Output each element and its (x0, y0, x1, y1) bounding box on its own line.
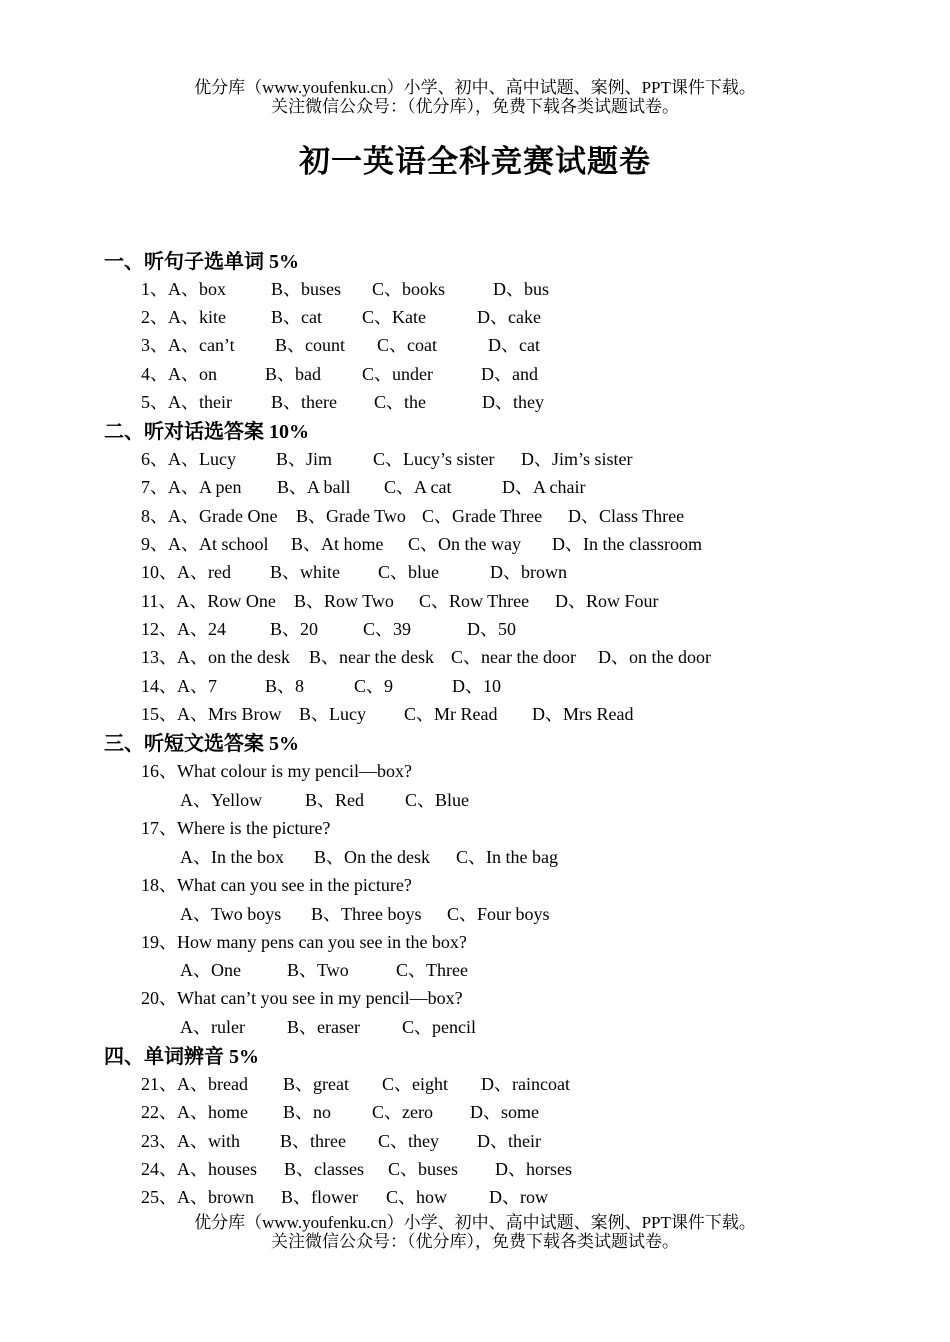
q4-option-b: B、bad (265, 364, 321, 384)
q16-option-c: C、Blue (405, 790, 470, 810)
q4-option-a: 4、A、on (141, 364, 217, 384)
q19-option-c: C、Three (396, 960, 468, 980)
q13-option-d: D、on the door (598, 647, 711, 667)
q15-option-d: D、Mrs Read (532, 704, 634, 724)
q2-option-c: C、Kate (362, 307, 426, 327)
q12-option-d: D、50 (467, 619, 516, 639)
q22-option-b: B、no (283, 1102, 332, 1122)
q10-option-b: B、white (270, 562, 340, 582)
q20-option-b: B、eraser (287, 1017, 360, 1037)
q17-option-a: A、In the box (180, 847, 284, 867)
q18-option-b: B、Three boys (311, 904, 422, 924)
q24-option-d: D、horses (495, 1159, 572, 1179)
q21-option-c: C、eight (382, 1074, 448, 1094)
q19-option-b: B、Two (287, 960, 349, 980)
q19-option-a: A、One (180, 960, 241, 980)
q9-option-c: C、On the way (408, 534, 521, 554)
q7-option-a: 7、A、A pen (141, 477, 242, 497)
q7-option-d: D、A chair (502, 477, 586, 497)
q4-option-c: C、under (362, 364, 433, 384)
q9-option-b: B、At home (291, 534, 384, 554)
q12-option-a: 12、A、24 (141, 619, 226, 639)
question-20: 20、What can’t you see in my pencil—box? (141, 988, 463, 1008)
q22-option-c: C、zero (372, 1102, 433, 1122)
q8-option-a: 8、A、Grade One (141, 506, 278, 526)
q17-option-c: C、In the bag (456, 847, 558, 867)
q5-option-b: B、there (271, 392, 337, 412)
header-line-1: 优分库（www.youfenku.cn）小学、初中、高中试题、案例、PPT课件下载。 (194, 78, 756, 97)
q8-option-c: C、Grade Three (422, 506, 543, 526)
q25-option-d: D、row (489, 1187, 548, 1207)
q21-option-d: D、raincoat (481, 1074, 570, 1094)
question-16: 16、What colour is my pencil—box? (141, 761, 412, 781)
q18-option-c: C、Four boys (447, 904, 550, 924)
q21-option-b: B、great (283, 1074, 349, 1094)
q24-option-a: 24、A、houses (141, 1159, 257, 1179)
question-17: 17、Where is the picture? (141, 818, 331, 838)
question-18: 18、What can you see in the picture? (141, 875, 412, 895)
q6-option-b: B、Jim (276, 449, 333, 469)
q23-option-d: D、their (477, 1131, 541, 1151)
q22-option-d: D、some (470, 1102, 539, 1122)
q14-option-c: C、9 (354, 676, 394, 696)
q10-option-c: C、blue (378, 562, 439, 582)
q1-option-a: 1、A、box (141, 279, 226, 299)
q3-option-a: 3、A、can’t (141, 335, 235, 355)
q15-option-b: B、Lucy (299, 704, 366, 724)
q20-option-c: C、pencil (402, 1017, 476, 1037)
page-title: 初一英语全科竞赛试题卷 (299, 144, 651, 179)
q16-option-b: B、Red (305, 790, 365, 810)
q12-option-c: C、39 (363, 619, 412, 639)
q7-option-c: C、A cat (384, 477, 452, 497)
q8-option-d: D、Class Three (568, 506, 685, 526)
q24-option-b: B、classes (284, 1159, 364, 1179)
q25-option-c: C、how (386, 1187, 448, 1207)
q1-option-b: B、buses (271, 279, 342, 299)
q12-option-b: B、20 (270, 619, 319, 639)
q18-option-a: A、Two boys (180, 904, 282, 924)
header-line-2: 关注微信公众号：（优分库），免费下载各类试题试卷。 (271, 97, 679, 116)
question-19: 19、How many pens can you see in the box? (141, 932, 467, 952)
q14-option-b: B、8 (265, 676, 305, 696)
section-1-heading: 一、听句子选单词 5% (104, 251, 299, 273)
q13-option-a: 13、A、on the desk (141, 647, 290, 667)
q11-option-a: 11、A、Row One (141, 591, 276, 611)
footer-line-2: 关注微信公众号：（优分库），免费下载各类试题试卷。 (271, 1232, 679, 1251)
q20-option-a: A、ruler (180, 1017, 245, 1037)
q6-option-c: C、Lucy’s sister (373, 449, 495, 469)
q13-option-b: B、near the desk (309, 647, 434, 667)
q3-option-d: D、cat (488, 335, 540, 355)
footer-line-1: 优分库（www.youfenku.cn）小学、初中、高中试题、案例、PPT课件下载。 (194, 1213, 756, 1232)
q4-option-d: D、and (481, 364, 538, 384)
q23-option-c: C、they (378, 1131, 439, 1151)
q11-option-b: B、Row Two (294, 591, 394, 611)
q24-option-c: C、buses (388, 1159, 459, 1179)
q9-option-a: 9、A、At school (141, 534, 269, 554)
section-3-heading: 三、听短文选答案 5% (104, 733, 299, 755)
q14-option-d: D、10 (452, 676, 501, 696)
q7-option-b: B、A ball (277, 477, 351, 497)
q5-option-c: C、the (374, 392, 426, 412)
q1-option-c: C、books (372, 279, 446, 299)
q8-option-b: B、Grade Two (296, 506, 406, 526)
q1-option-d: D、bus (493, 279, 550, 299)
q15-option-c: C、Mr Read (404, 704, 498, 724)
q3-option-b: B、count (275, 335, 345, 355)
q5-option-a: 5、A、their (141, 392, 232, 412)
section-2-heading: 二、听对话选答案 10% (104, 421, 309, 443)
q3-option-c: C、coat (377, 335, 437, 355)
q14-option-a: 14、A、7 (141, 676, 217, 696)
q22-option-a: 22、A、home (141, 1102, 248, 1122)
q21-option-a: 21、A、bread (141, 1074, 248, 1094)
q2-option-d: D、cake (477, 307, 541, 327)
q23-option-b: B、three (280, 1131, 346, 1151)
q25-option-b: B、flower (281, 1187, 358, 1207)
section-4-heading: 四、单词辨音 5% (104, 1046, 259, 1068)
q25-option-a: 25、A、brown (141, 1187, 254, 1207)
q6-option-a: 6、A、Lucy (141, 449, 236, 469)
q11-option-d: D、Row Four (555, 591, 659, 611)
q10-option-d: D、brown (490, 562, 567, 582)
q17-option-b: B、On the desk (314, 847, 430, 867)
q10-option-a: 10、A、red (141, 562, 231, 582)
q16-option-a: A、Yellow (180, 790, 263, 810)
q2-option-a: 2、A、kite (141, 307, 226, 327)
q15-option-a: 15、A、Mrs Brow (141, 704, 282, 724)
q6-option-d: D、Jim’s sister (521, 449, 633, 469)
q23-option-a: 23、A、with (141, 1131, 240, 1151)
q11-option-c: C、Row Three (419, 591, 530, 611)
q13-option-c: C、near the door (451, 647, 576, 667)
q9-option-d: D、In the classroom (552, 534, 702, 554)
q5-option-d: D、they (482, 392, 544, 412)
q2-option-b: B、cat (271, 307, 322, 327)
